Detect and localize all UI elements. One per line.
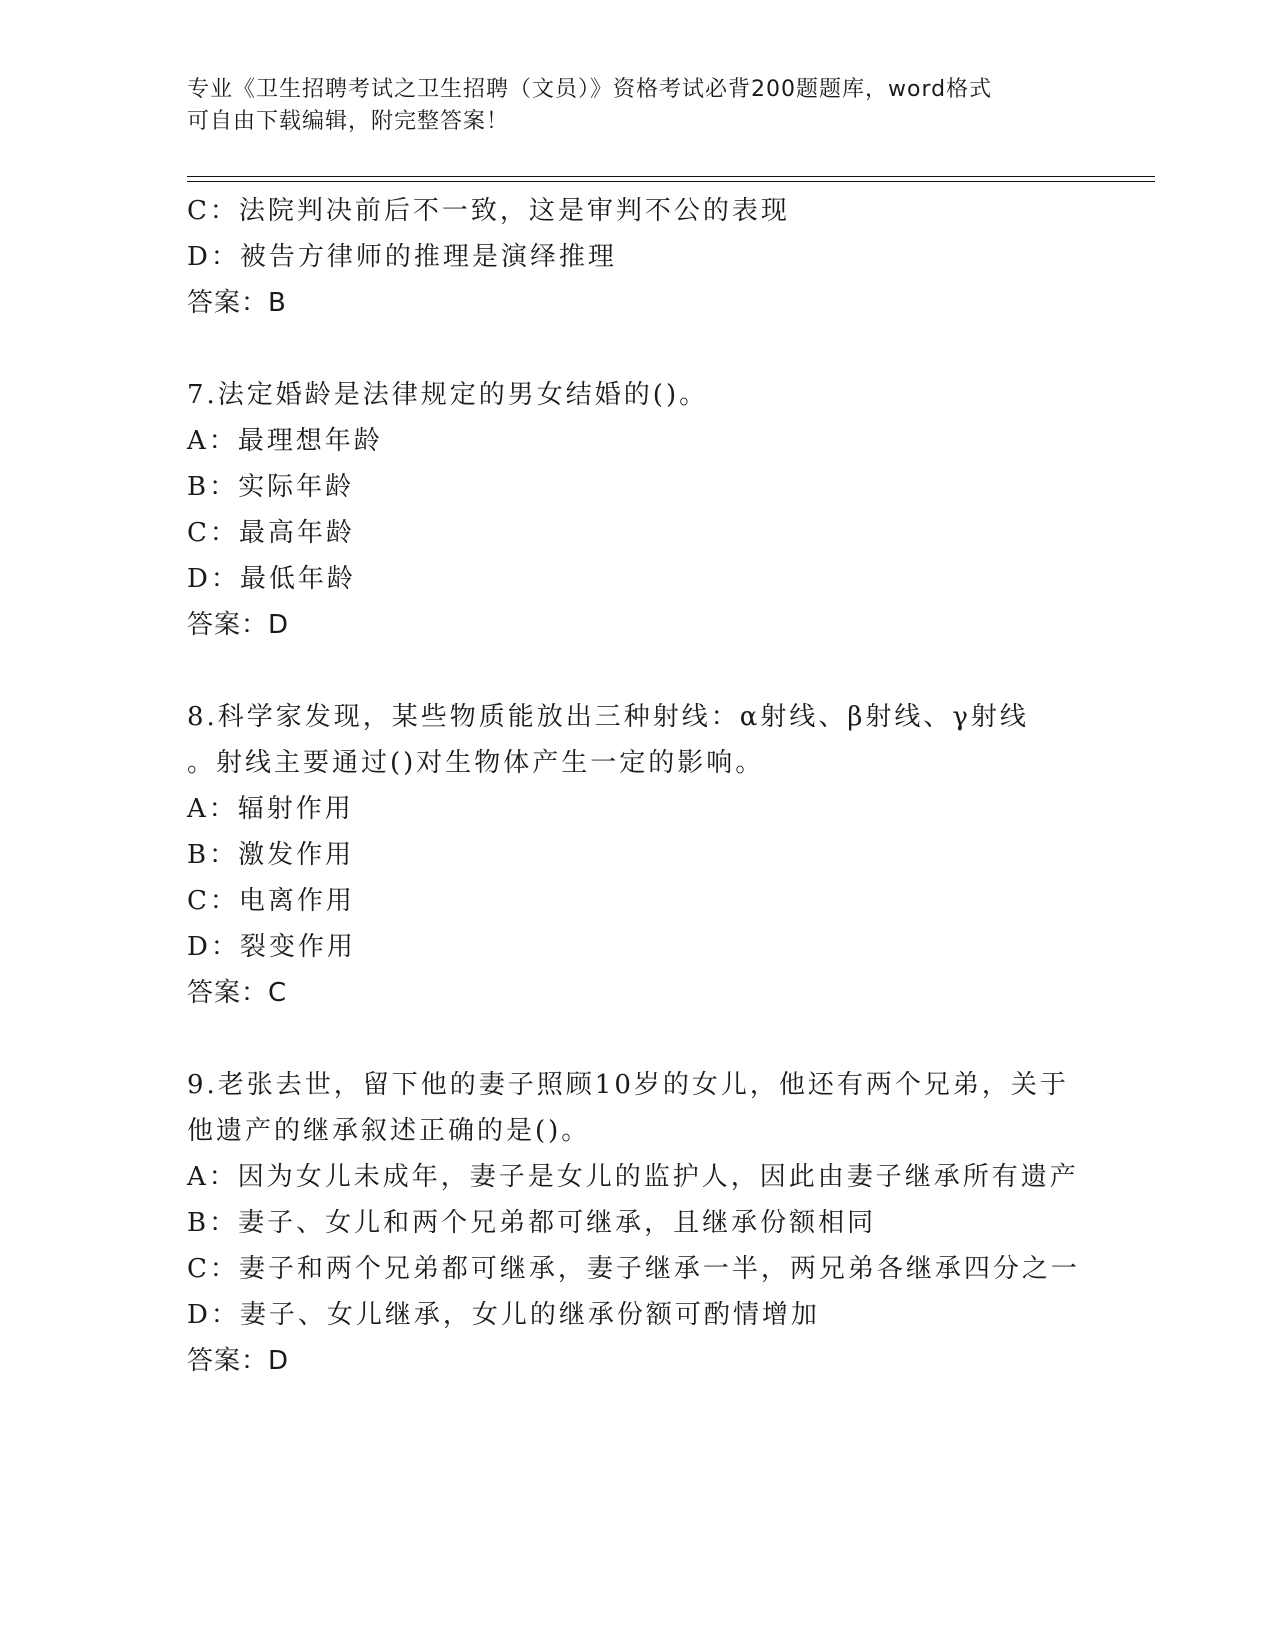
q7-stem: 7.法定婚龄是法律规定的男女结婚的()。 [187,380,709,410]
spacer [187,1016,1087,1062]
q7-option-c: C：最高年龄 [187,518,355,548]
header-title-line-2: 可自由下载编辑，附完整答案！ [187,109,510,134]
header-title-line-1: 专业《卫生招聘考试之卫生招聘（文员）》资格考试必背200题题库，word格式 [187,77,993,102]
q9-option-b: B：妻子、女儿和两个兄弟都可继承，且继承份额相同 [187,1208,877,1238]
q8-option-c: C：电离作用 [187,886,355,916]
q9-stem-line-1: 9.老张去世，留下他的妻子照顾10岁的女儿，他还有两个兄弟，关于 [187,1070,1069,1100]
question-9 [187,1062,1087,1384]
q8-option-d: D：裂变作用 [187,932,356,962]
q7-answer: 答案：D [187,610,290,640]
question-8 [187,694,1087,1016]
q7-option-d: D：最低年龄 [187,564,356,594]
q8-option-b: B：激发作用 [187,840,355,870]
q6-option-d: D：被告方律师的推理是演绎推理 [187,242,617,272]
q9-answer: 答案：D [187,1346,290,1376]
q9-stem-line-2: 他遗产的继承叙述正确的是()。 [187,1116,591,1146]
q8-stem-line-1: 8.科学家发现，某些物质能放出三种射线：α射线、β射线、γ射线 [187,702,1029,732]
question-6-fragment [187,188,1087,326]
header-divider-top [187,176,1155,177]
question-list [187,188,1087,1384]
q9-option-c: C：妻子和两个兄弟都可继承，妻子继承一半，两兄弟各继承四分之一 [187,1254,1080,1284]
q6-answer: 答案：B [187,288,287,318]
q9-option-a: A：因为女儿未成年，妻子是女儿的监护人，因此由妻子继承所有遗产 [187,1162,1079,1192]
q9-option-d: D：妻子、女儿继承，女儿的继承份额可酌情增加 [187,1300,820,1330]
spacer [187,326,1087,372]
question-7 [187,372,1087,648]
spacer [187,648,1087,694]
q7-option-b: B：实际年龄 [187,472,355,502]
header-divider-bottom [187,181,1155,182]
q6-option-c: C：法院判决前后不一致，这是审判不公的表现 [187,196,790,226]
q8-answer: 答案：C [187,978,288,1008]
document-header [187,74,1087,138]
q8-stem-line-2: 。射线主要通过()对生物体产生一定的影响。 [187,748,765,778]
q7-option-a: A：最理想年龄 [187,426,383,456]
q8-option-a: A：辐射作用 [187,794,354,824]
